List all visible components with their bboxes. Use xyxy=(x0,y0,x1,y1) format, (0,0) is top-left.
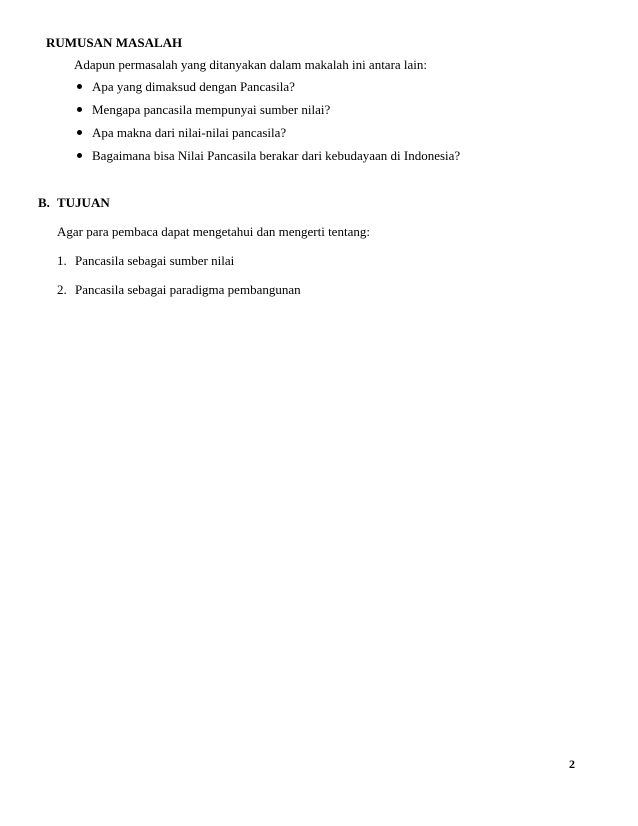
rumusan-intro: Adapun permasalah yang ditanyakan dalam makalah ini antara lain: xyxy=(74,57,428,72)
list-item-text: Apa yang dimaksud dengan Pancasila? xyxy=(92,79,295,94)
list-item-text: Apa makna dari nilai-nilai pancasila? xyxy=(92,125,287,140)
tujuan-letter: B. xyxy=(38,195,50,210)
list-item-number: 1. xyxy=(57,253,67,268)
rumusan-heading: RUMUSAN MASALAH xyxy=(46,35,183,50)
list-item-text: Mengapa pancasila mempunyai sumber nilai? xyxy=(92,102,331,117)
tujuan-title: TUJUAN xyxy=(57,195,110,210)
list-item-text: Bagaimana bisa Nilai Pancasila berakar dari kebudayaan di Indonesia? xyxy=(92,148,461,163)
list-item-number: 2. xyxy=(57,282,67,297)
tujuan-intro: Agar para pembaca dapat mengetahui dan mengerti tentang: xyxy=(57,224,370,239)
bullet-icon xyxy=(77,107,82,112)
bullet-icon xyxy=(77,84,82,89)
list-item-text: Pancasila sebagai paradigma pembangunan xyxy=(75,282,301,297)
page-number: 2 xyxy=(569,757,575,771)
bullet-icon xyxy=(77,130,82,135)
bullet-icon xyxy=(77,153,82,158)
list-item-text: Pancasila sebagai sumber nilai xyxy=(75,253,235,268)
